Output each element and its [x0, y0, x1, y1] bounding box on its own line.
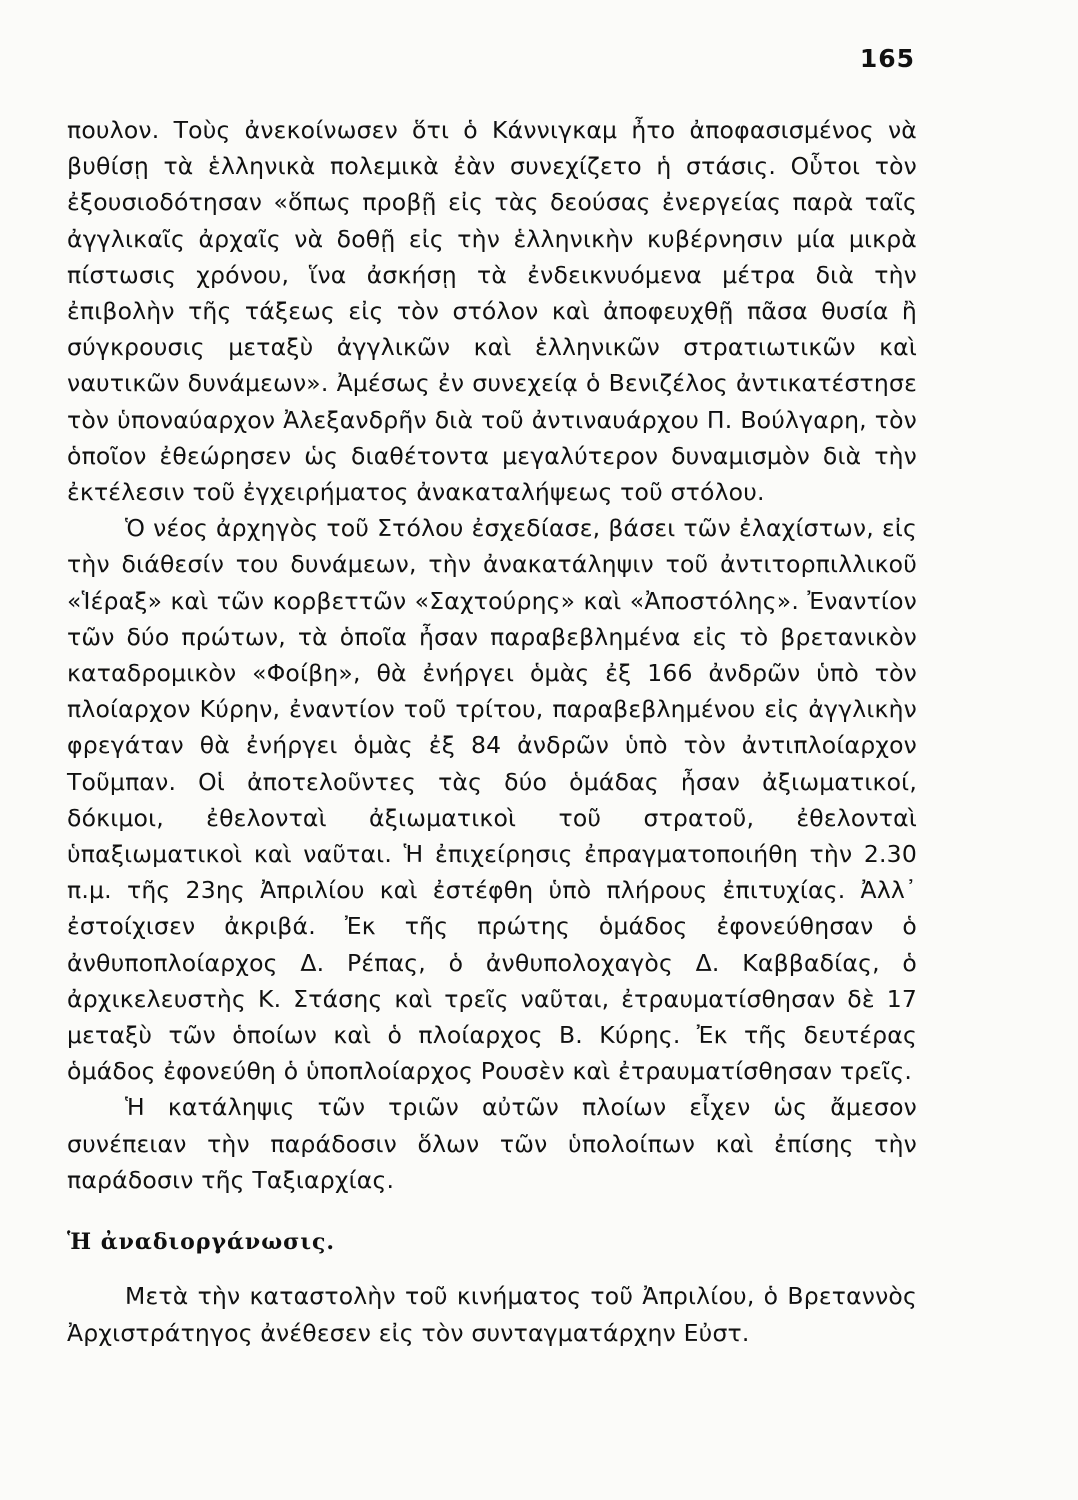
paragraph-surrender: Ἡ κατάληψις τῶν τριῶν αὐτῶν πλοίων εἶχεν ὡς ἄμεσον συνέπειαν τὴν παράδοσιν ὅλων τῶν ὑπολοίπων καὶ ἐπίσης τὴν παράδοσιν τῆς Ταξιαρχίας. [67, 1093, 917, 1194]
paragraph-fleet-recapture: Ὁ νέος ἀρχηγὸς τοῦ Στόλου ἐσχεδίασε, βάσει τῶν ἐλαχίστων, εἰς τὴν διάθεσίν του δυνάμεων, τὴν ἀνακατάληψιν τοῦ ἀντιτορπιλλικοῦ «Ἱέραξ» καὶ τῶν κορβεττῶν «Σαχτούρης» καὶ «Ἀποστόλης». Ἐναντίον τῶν δύο πρώτων, τὰ ὁποῖα ἦσαν παραβεβλημένα εἰς τὸ βρετανικὸν καταδρομικὸν «Φοίβη», θὰ ἐνήργει ὁμὰς ἐξ 166 ἀνδρῶν ὑπὸ τὸν πλοίαρχον Κύρην, ἐναντίον τοῦ τρίτου, παραβεβλημένου εἰς ἀγγλικὴν φρεγάταν θὰ ἐνήργει ὁμὰς ἐξ 84 ἀνδρῶν ὑπὸ τὸν ἀντιπλοίαρχον Τοῦμπαν. Οἱ ἀποτελοῦντες τὰς δύο ὁμάδας ἦσαν ἀξιωματικοί, δόκιμοι, ἐθελονταὶ ἀξιωματικοὶ τοῦ στρατοῦ, ἐθελονταὶ ὑπαξιωματικοὶ καὶ ναῦται. Ἡ ἐπιχείρησις ἐπραγματοποιήθη τὴν 2.30 π.μ. τῆς 23ης Ἀπριλίου καὶ ἐστέφθη ὑπὸ πλήρους ἐπιτυχίας. Ἀλλ᾽ ἐστοίχισεν ἀκριβά. Ἐκ τῆς πρώτης ὁμάδος ἐφονεύθησαν ὁ ἀνθυποπλοίαρχος Δ. Ρέπας, ὁ ἀνθυπολοχαγὸς Δ. Καββαδίας, ὁ ἀρχικελευστὴς Κ. Στάσης καὶ τρεῖς ναῦται, ἐτραυματίσθησαν δὲ 17 μεταξὺ τῶν ὁποίων καὶ ὁ πλοίαρχος Β. Κύρης. Ἐκ τῆς δευτέρας ὁμάδος ἐφονεύθη ὁ ὑποπλοίαρχος Ρουσὲν καὶ ἐτραυματίσθησαν τρεῖς. [67, 514, 917, 1086]
body-text [67, 112, 917, 1351]
paragraph-continuation: πουλον. Τοὺς ἀνεκοίνωσεν ὅτι ὁ Κάννιγκαμ ἦτο ἀποφασισμένος νὰ βυθίσῃ τὰ ἑλληνικὰ πολεμικὰ ἐὰν συνεχίζετο ἡ στάσις. Οὗτοι τὸν ἐξουσιοδότησαν «ὅπως προβῇ εἰς τὰς δεούσας ἐνεργείας παρὰ ταῖς ἀγγλικαῖς ἀρχαῖς νὰ δοθῇ εἰς τὴν ἑλληνικὴν κυβέρνησιν μία μικρὰ πίστωσις χρόνου, ἵνα ἀσκήσῃ τὰ ἐνδεικνυόμενα μέτρα διὰ τὴν ἐπιβολὴν τῆς τάξεως εἰς τὸν στόλον καὶ ἀποφευχθῇ πᾶσα θυσία ἢ σύγκρουσις μεταξὺ ἀγγλικῶν καὶ ἑλληνικῶν στρατιωτικῶν καὶ ναυτικῶν δυνάμεων». Ἀμέσως ἐν συνεχείᾳ ὁ Βενιζέλος ἀντικατέστησε τὸν ὑποναύαρχον Ἀλεξανδρῆν διὰ τοῦ ἀντιναυάρχου Π. Βούλγαρη, τὸν ὁποῖον ἐθεώρησεν ὡς διαθέτοντα μεγαλύτερον δυναμισμὸν διὰ τὴν ἐκτέλεσιν τοῦ ἐγχειρήματος ἀνακαταλήψεως τοῦ στόλου. [67, 116, 917, 507]
page-number: 165 [859, 44, 915, 73]
paragraph-reorganization: Μετὰ τὴν καταστολὴν τοῦ κινήματος τοῦ Ἀπριλίου, ὁ Βρεταννὸς Ἀρχιστράτηγος ἀνέθεσεν εἰς τὸν συνταγματάρχην Εὐστ. [67, 1282, 917, 1347]
section-heading: Ἡ ἀναδιοργάνωσις. [67, 1229, 336, 1256]
